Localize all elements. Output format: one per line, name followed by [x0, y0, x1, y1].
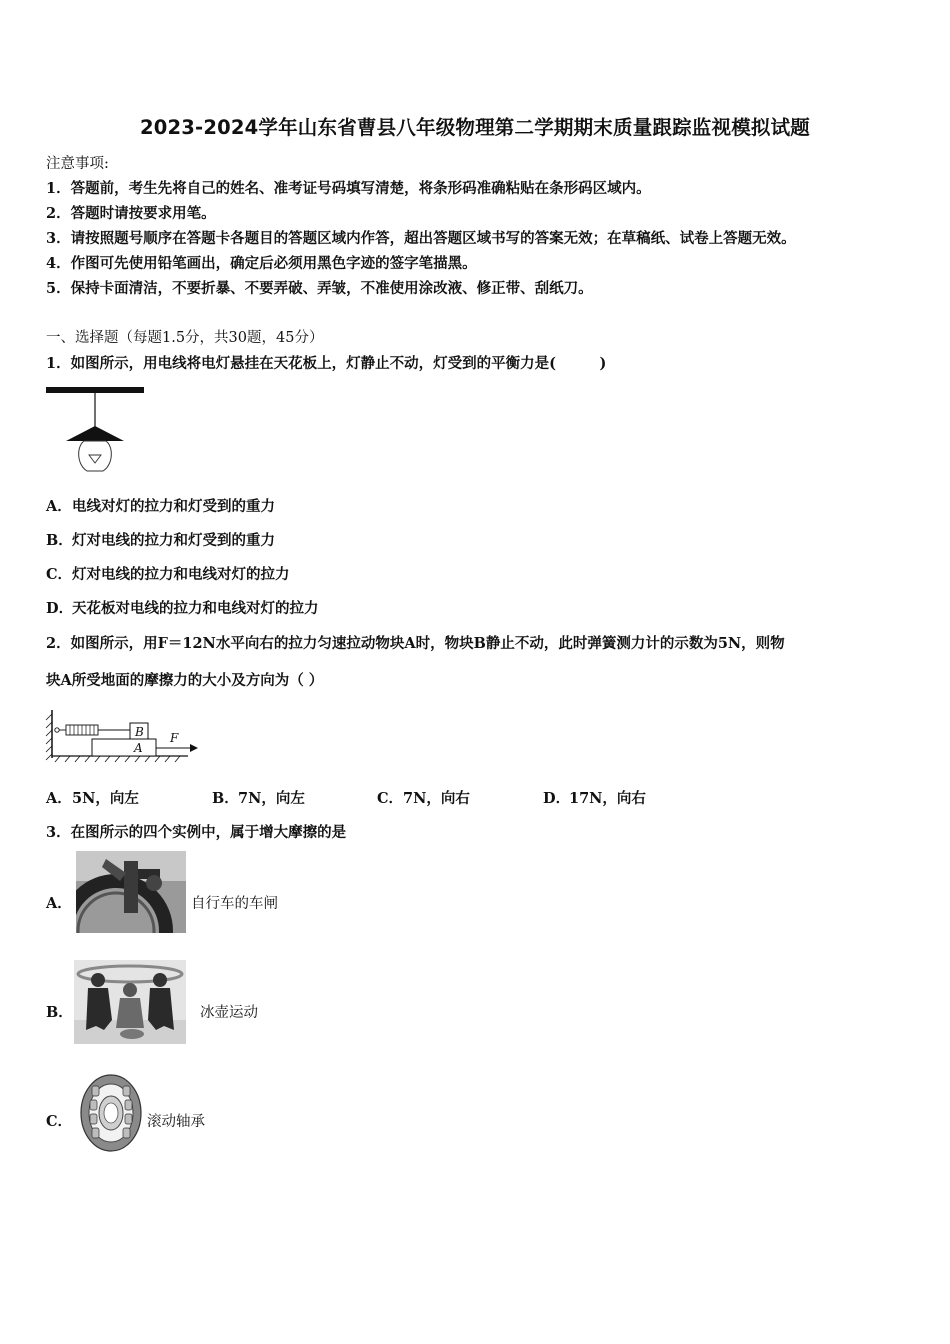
q3-option-b-text: 冰壶运动: [200, 1005, 258, 1021]
q1-option-c[interactable]: C．灯对电线的拉力和电线对灯的拉力: [46, 566, 290, 583]
question-2-stem-line-1: 2．如图所示，用F＝12N水平向右的拉力匀速拉动物块A时，物块B静止不动，此时弹簧测力计的示数为5N，则物: [46, 635, 785, 652]
notes-heading: 注意事项:: [46, 156, 109, 172]
q1-option-b[interactable]: B．灯对电线的拉力和灯受到的重力: [46, 532, 275, 549]
note-item: 2．答题时请按要求用笔。: [46, 205, 216, 222]
q2-option-b[interactable]: B．7N，向左: [212, 790, 305, 807]
force-f-label: F: [170, 731, 179, 745]
q3-option-c-label[interactable]: C．: [46, 1113, 73, 1130]
question-2-stem-line-2: 块A所受地面的摩擦力的大小及方向为（ ）: [46, 672, 324, 689]
note-item: 3．请按照题号顺序在答题卡各题目的答题区域内作答，超出答题区域书写的答案无效；在草稿纸、试卷上答题无效。: [46, 230, 796, 247]
bicycle-brake-photo: [76, 851, 186, 933]
q3-option-c-text: 滚动轴承: [147, 1114, 205, 1130]
note-item: 5．保持卡面清洁，不要折暴、不要弄破、弄皱，不准使用涂改液、修正带、刮纸刀。: [46, 280, 593, 297]
block-b-label: B: [135, 725, 144, 739]
note-item: 4．作图可先使用铅笔画出，确定后必须用黑色字迹的签字笔描黑。: [46, 255, 477, 272]
hanging-lamp-figure: [44, 385, 154, 480]
q3-option-b-label[interactable]: B．: [46, 1004, 73, 1021]
question-3-stem: 3．在图所示的四个实例中，属于增大摩擦的是: [46, 824, 347, 841]
section-heading: 一、选择题（每题1.5分，共30题，45分）: [46, 330, 324, 346]
spring-scale-blocks-figure: [42, 708, 202, 768]
q3-option-a-label[interactable]: A．: [46, 895, 72, 912]
q1-option-d[interactable]: D．天花板对电线的拉力和电线对灯的拉力: [46, 600, 319, 617]
block-a-label: A: [134, 741, 143, 755]
curling-photo: [74, 960, 186, 1044]
roller-bearing-photo: [78, 1072, 144, 1154]
q2-option-a[interactable]: A．5N，向左: [46, 790, 139, 807]
q3-option-a-text: 自行车的车闸: [191, 896, 278, 912]
q1-option-a[interactable]: A．电线对灯的拉力和灯受到的重力: [46, 498, 275, 515]
q2-option-c[interactable]: C．7N，向右: [377, 790, 470, 807]
page-title: 2023-2024学年山东省曹县八年级物理第二学期期末质量跟踪监视模拟试题: [139, 116, 811, 139]
question-1-stem: 1．如图所示，用电线将电灯悬挂在天花板上，灯静止不动，灯受到的平衡力是( ): [46, 355, 607, 372]
note-item: 1．答题前，考生先将自己的姓名、准考证号码填写清楚，将条形码准确粘贴在条形码区域内。: [46, 180, 651, 197]
q2-option-d[interactable]: D．17N，向右: [543, 790, 646, 807]
